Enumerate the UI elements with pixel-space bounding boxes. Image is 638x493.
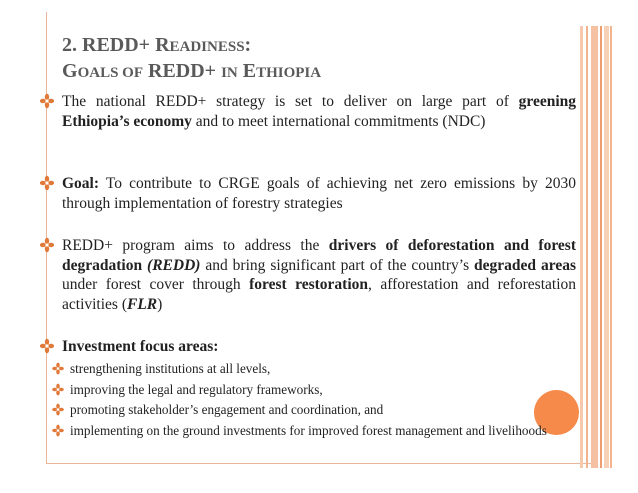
page-title [62, 33, 562, 85]
bullet-redd-program: REDD+ program aims to address the drivers of deforestation and forest degradation (REDD) and bring significant part of the country’s degraded areas under forest cover through forest restoration, afforestation and reforestation activities (FLR) [40, 236, 576, 314]
bullet-investment-focus: Investment focus areas: [40, 337, 576, 357]
flower-bullet-icon [52, 403, 64, 416]
flower-bullet-icon [40, 338, 54, 354]
sub-item: implementing on the ground investments for improved forest management and livelihoods [48, 422, 548, 440]
decorative-stripes [580, 26, 612, 468]
sub-list [48, 360, 548, 439]
title-line-1: 2. REDD+ READINESS: [62, 34, 252, 56]
sub-item: strengthening institutions at all levels, [48, 360, 548, 378]
title-line-2: GOALS OF REDD+ IN ETHIOPIA [62, 60, 322, 82]
flower-bullet-icon [52, 362, 64, 375]
bullet-goal: Goal: To contribute to CRGE goals of achieving net zero emissions by 2030 through implementation of forestry strategies [40, 174, 576, 213]
sub-item: improving the legal and regulatory frameworks, [48, 381, 548, 399]
flower-bullet-icon [52, 424, 64, 437]
flower-bullet-icon [40, 175, 54, 191]
sub-item: promoting stakeholder’s engagement and coordination, and [48, 401, 548, 419]
flower-bullet-icon [52, 383, 64, 396]
flower-bullet-icon [40, 237, 54, 253]
frame-bottom-line [46, 463, 591, 464]
bullet-redd-strategy: The national REDD+ strategy is set to deliver on large part of greening Ethiopia’s economy and to meet international commitments (NDC) [40, 92, 576, 131]
flower-bullet-icon [40, 93, 54, 109]
